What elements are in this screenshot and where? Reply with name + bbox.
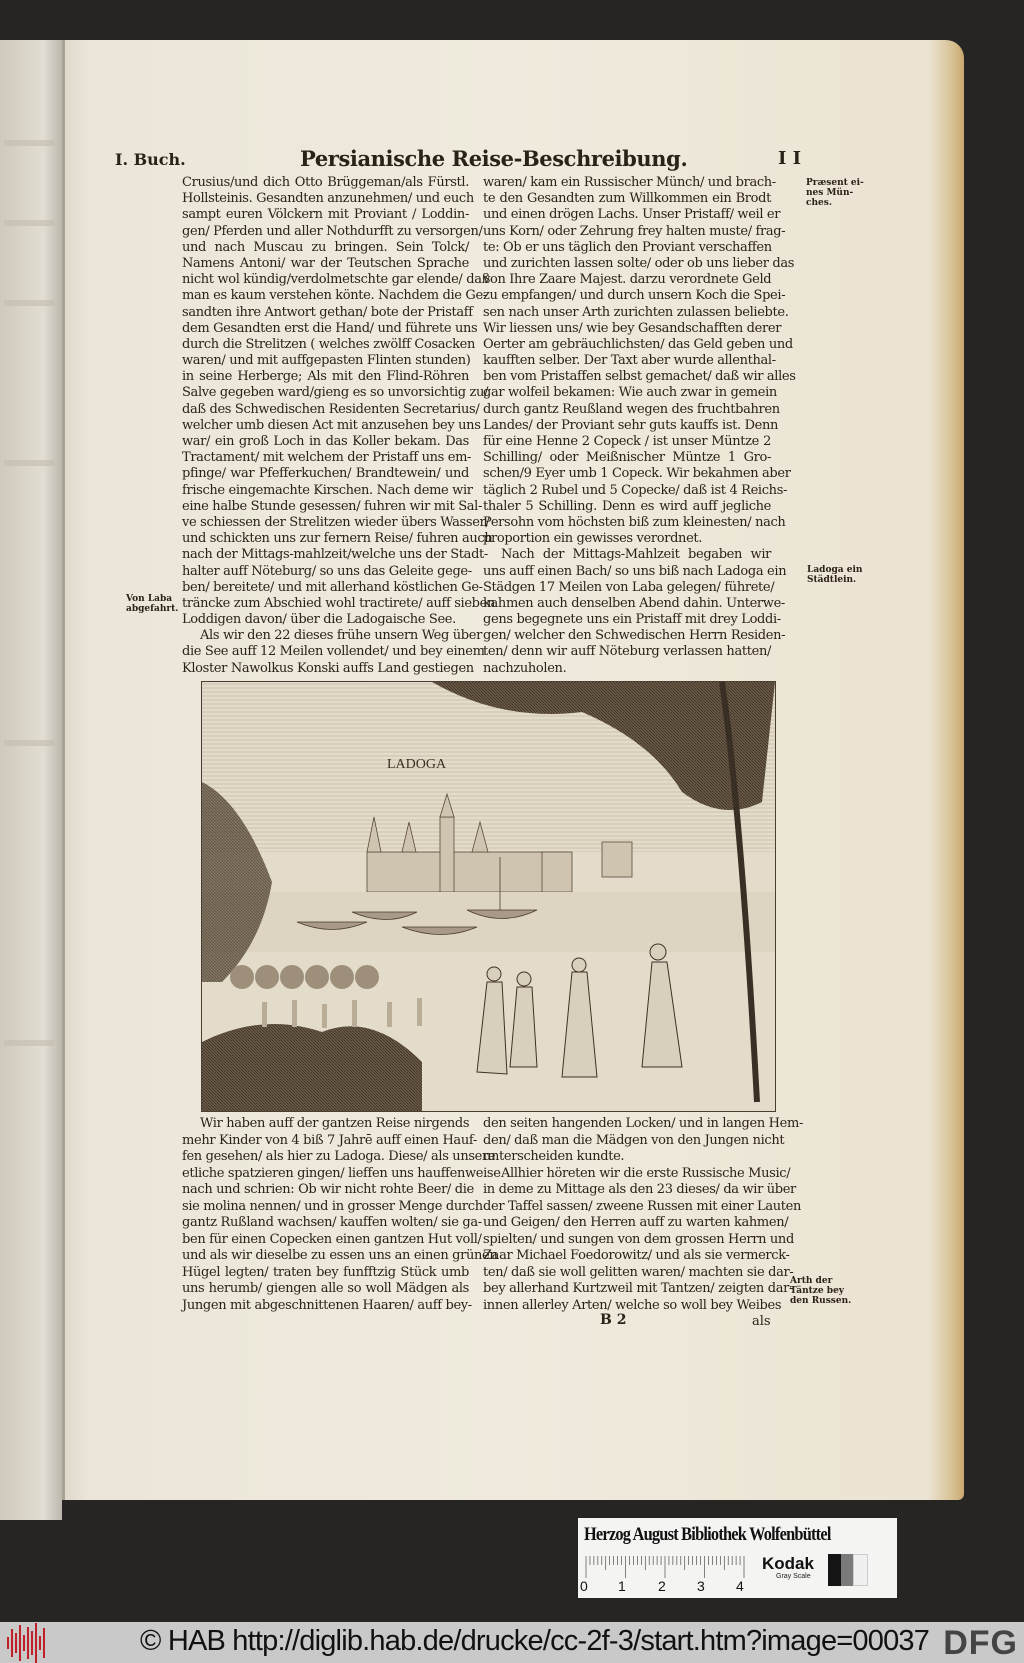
engraving-caption: LADOGA	[387, 757, 447, 772]
text-line: durch die Strelitzen ( welches zwölff Cosacken	[182, 336, 475, 352]
text-line: thaler 5 Schilling. Denn es wird auff jegliche	[483, 498, 771, 514]
text-line: welcher umb diesen Act mit anzusehen bey uns	[182, 417, 481, 433]
text-line: und Geigen/ den Herren auff zu warten kahmen/	[483, 1215, 789, 1230]
text-line: träncke zum Abschied wohl tractirete/ auff sieben	[182, 595, 496, 611]
text-line: pfinge/ war Pfefferkuchen/ Brandtewein/ und	[182, 466, 469, 482]
text-line: kaufften selber. Der Taxt aber wurde allenthal-	[483, 353, 776, 369]
text-line: den/ daß man die Mädgen von den Jungen nicht	[483, 1132, 785, 1148]
text-line: Kloster Nawolkus Konski auffs Land gestiegen	[182, 660, 474, 676]
text-line: ben/ bereitete/ und mit allerhand köstlichen Ge-	[182, 579, 483, 595]
copyright-url[interactable]: © HAB http://diglib.hab.de/drucke/cc-2f-3/start.htm?image=00037	[140, 1625, 930, 1657]
text-line: te den Gesandten zum Willkommen ein Brodt	[483, 191, 771, 207]
text-line: Loddigen davon/ über die Ladogaische See.	[182, 612, 456, 628]
text-line: uns auff einen Bach/ so uns biß nach Ladoga ein	[483, 563, 787, 579]
margin-note-taentze: Arth der Täntze bey den Russen.	[790, 1276, 852, 1306]
text-line: mehr Kinder von 4 biß 7 Jahrē auff einen Hauf-	[182, 1132, 477, 1148]
text-line: Oerter am gebräuchlichsten/ das Geld geben und	[483, 336, 793, 352]
text-line: und schickten uns zur fernern Reise/ fuhren auch	[182, 531, 493, 547]
text-line: nach und schrien: Ob wir nicht rohte Beer/ die	[182, 1182, 474, 1197]
text-lower-left	[182, 1116, 501, 1314]
text-line: Allhier höreten wir die erste Russische Music/	[501, 1165, 791, 1181]
text-line: zu empfangen/ und durch unsern Koch die Spei-	[483, 288, 786, 304]
text-lower-right	[483, 1116, 804, 1314]
book-label: I. Buch.	[115, 150, 186, 169]
facing-page-edge	[0, 40, 62, 1520]
catchword: als	[752, 1314, 771, 1329]
text-line: eine halbe Stunde gesessen/ fuhren wir mit Sal-	[182, 498, 483, 514]
text-line: Crusius/und dich Otto Brüggeman/als Fürstl.	[182, 175, 469, 190]
text-line: Tractament/ mit welchem der Pristaff uns em-	[182, 450, 472, 466]
text-line: uns Korn/ oder Zehrung frey halten muste/ frag-	[483, 223, 786, 239]
text-line: und einen drögen Lachs. Unser Pristaff/ weil er	[483, 207, 781, 223]
text-line: Als wir den 22 dieses frühe unsern Weg über	[200, 628, 482, 644]
text-line: Namens Antoni/ war der Teutschen Sprache	[182, 255, 469, 271]
text-line: gantz Rußland wachsen/ kauffen wolten/ sie ga-	[182, 1215, 482, 1230]
text-line: proportion ein gewisses verordnet.	[483, 531, 703, 547]
text-line: der Taffel sassen/ zweene Russen mit einer Lauten	[483, 1198, 801, 1214]
text-line: sampt euren Völckern mit Proviant / Loddin-	[182, 207, 469, 223]
text-line: Persohn vom höchsten biß zum kleinesten/ nach	[483, 514, 786, 530]
running-title: Persianische Reise-Beschreibung.	[300, 146, 688, 171]
text-line: von Ihre Zaare Majest. darzu verordnete Geld	[483, 272, 772, 288]
engraving-image	[202, 682, 775, 1111]
text-line: nicht wol kündig/verdolmetschte gar elende/ daß	[182, 272, 490, 288]
text-line: durch gantz Reußland wegen des fruchtbahren	[483, 401, 780, 417]
text-line: te: Ob er uns täglich den Proviant verschaffen	[483, 239, 772, 255]
text-column-right	[483, 175, 796, 677]
text-line: Jungen mit abgeschnittenen Haaren/ auff bey-	[182, 1297, 472, 1313]
text-column-left	[182, 175, 496, 677]
margin-note-praesent: Præsent ei- nes Mün- ches.	[806, 178, 864, 208]
text-line: Landes/ der Proviant sehr guts kauffs ist. Denn	[483, 417, 779, 433]
text-line: und als wir dieselbe zu essen uns an einen grünen	[182, 1248, 498, 1263]
hab-logo-icon	[6, 1625, 48, 1661]
text-line: fen gesehen/ als hier zu Ladoga. Diese/ als unsere	[182, 1149, 496, 1164]
text-line: und zurichten lassen solte/ oder ob uns lieber das	[483, 255, 795, 271]
text-line: sie molina nennen/ und in grosser Menge durch	[182, 1198, 483, 1214]
text-line: gen/ welcher den Schwedischen Herrn Residen-	[483, 628, 786, 644]
text-line: gar wolfeil bekamen: Wie auch zwar in gemein	[483, 385, 777, 401]
text-line: gens begegnete uns ein Pristaff mit drey Loddi-	[483, 612, 781, 628]
text-line: dem Gesandten erst die Hand/ und führete uns	[182, 320, 478, 336]
text-line: Zaar Michael Foedorowitz/ und als sie vermerck-	[483, 1248, 790, 1263]
text-line: den seiten hangenden Locken/ und in langen Hem-	[483, 1116, 804, 1131]
text-line: ben für einen Copecken einen gantzen Hut voll/	[182, 1231, 482, 1247]
signature-mark: B 2	[600, 1312, 627, 1328]
text-line: Wir haben auff der gantzen Reise nirgends	[200, 1116, 470, 1131]
text-line: für eine Henne 2 Copeck / ist unser Müntze 2	[483, 434, 771, 449]
text-line: nachzuholen.	[483, 660, 567, 676]
text-line: in seine Herberge; Als mit den Flind-Röhren	[182, 369, 469, 385]
text-line: ten/ daß sie woll gelitten waren/ machten sie dar-	[483, 1264, 794, 1280]
text-line: halter auff Nöteburg/ so uns das Geleite gege-	[182, 563, 472, 579]
text-line: spielten/ und sungen von dem grossen Herrn und	[483, 1231, 794, 1247]
text-line: daß des Schwedischen Residenten Secretarius/	[182, 401, 480, 417]
page-number: I I	[778, 148, 802, 169]
dfg-logo: DFG	[943, 1624, 1018, 1662]
text-line: man es kaum verstehen könte. Nachdem die Ge-	[182, 288, 487, 304]
engraving-ladoga	[201, 681, 776, 1112]
viewer-footer	[0, 1622, 1024, 1663]
margin-note-von-laba: Von Laba abgefahrt.	[126, 594, 179, 614]
text-line: sandten ihre Antwort gethan/ bote der Pristaff	[182, 304, 473, 320]
text-line: Hügel legten/ traten bey funfftzig Stück umb	[182, 1264, 469, 1280]
text-line: Hollsteinis. Gesandten anzunehmen/ und euch	[182, 191, 474, 207]
text-line: nach der Mittags-mahlzeit/welche uns der Stadt-	[182, 547, 488, 563]
margin-note-ladoga: Ladoga ein Städtlein.	[807, 565, 863, 585]
text-line: etliche spatzieren gingen/ lieffen uns hauffenweise	[182, 1165, 501, 1181]
page-gutter	[62, 40, 65, 1500]
text-line: unterscheiden kundte.	[483, 1149, 625, 1164]
text-line: Städgen 17 Meilen von Laba gelegen/ führete/	[483, 579, 775, 595]
ruler	[582, 1554, 762, 1596]
text-line: kahmen auch denselben Abend dahin. Unterwe-	[483, 595, 785, 611]
text-line: täglich 2 Rubel und 5 Copecke/ daß ist 4 Reichs-	[483, 482, 788, 498]
institution-name: Herzog August Bibliothek Wolfenbüttel	[584, 1524, 831, 1545]
text-line: die See auff 12 Meilen vollendet/ und bey einem	[182, 644, 485, 660]
text-line: schen/9 Eyer umb 1 Copeck. Wir bekahmen aber	[483, 466, 791, 482]
text-line: ben vom Pristaffen selbst gemachet/ daß wir alles	[483, 369, 796, 385]
text-line: Nach der Mittags-Mahlzeit begaben wir	[501, 547, 771, 563]
text-line: innen allerley Arten/ welche so woll bey Weibes	[483, 1297, 782, 1313]
text-line: bey allerhand Kurtzweil mit Tantzen/ zeigten dar-	[483, 1281, 794, 1296]
text-line: ten/ denn wir auff Nöteburg verlassen hatten/	[483, 644, 771, 660]
color-calibration-card: Herzog August Bibliothek Wolfenbüttel 0 1 2 3 4 Kodak Gray Scale	[578, 1518, 897, 1598]
gray-scale-patches	[828, 1554, 868, 1586]
kodak-brand: Kodak	[762, 1554, 814, 1573]
text-line: und nach Muscau zu bringen. Sein Tolck/	[182, 239, 469, 255]
text-line: war/ ein groß Loch in das Koller bekam. Das	[182, 434, 469, 449]
text-line: uns herumb/ giengen alle so woll Mädgen als	[182, 1281, 469, 1296]
text-line: in deme zu Mittage als den 23 dieses/ da wir über	[483, 1182, 796, 1197]
text-line: Wir liessen uns/ wie bey Gesandschafften derer	[483, 320, 782, 336]
text-line: waren/ und mit auffgepasten Flinten stunden)	[182, 353, 471, 369]
text-line: sen nach unser Arth zurichten zulassen beliebte.	[483, 304, 789, 320]
text-line: frische eingemachte Kirschen. Nach deme wir	[182, 482, 473, 498]
text-line: Schilling/ oder Meißnischer Müntze 1 Gro-	[483, 450, 771, 466]
text-line: waren/ kam ein Russischer Münch/ und brach-	[483, 175, 776, 190]
text-line: Salve gegeben ward/gieng es so unvorsichtig zu/	[182, 385, 489, 401]
text-line: ve schiessen der Strelitzen wieder übers Wasser/	[182, 514, 490, 530]
text-line: gen/ Pferden und aller Nothdurfft zu versorgen/	[182, 223, 483, 239]
gray-scale-label: Gray Scale	[776, 1573, 811, 1580]
